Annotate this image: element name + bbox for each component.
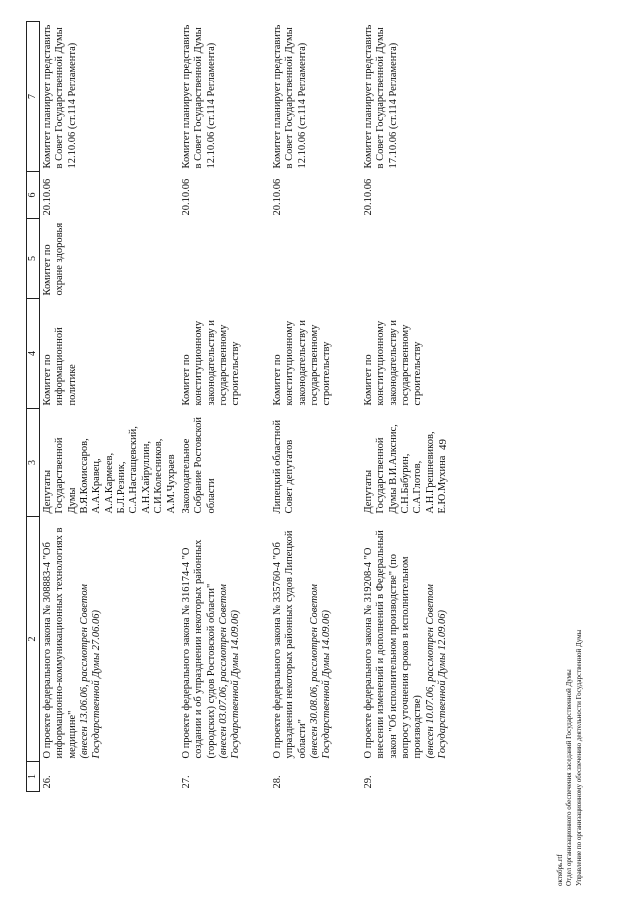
initiator: Законодательное Собрание Ростовской области xyxy=(180,417,217,514)
bill-cell xyxy=(39,517,179,762)
row-number: 28. xyxy=(271,775,283,789)
bill-title: О проекте федерального закона № 316174-4 "О создании и об упразднении некоторых районных (городских) судов Ростовской области" xyxy=(180,539,217,759)
column-number: 6 xyxy=(27,172,40,219)
column-number: 5 xyxy=(27,219,40,299)
column-number: 2 xyxy=(27,517,40,762)
bill-cell xyxy=(179,517,270,762)
bill-title: О проекте федерального закона № 308883-4 "Об информационно-коммуникационных технологиях в медицине" xyxy=(41,527,78,759)
row-number: 26. xyxy=(41,775,53,789)
bill-note: (внесен 30.08.06, рассмотрен Советом Государственной Думы 14.09.06) xyxy=(309,584,333,759)
bill-title: О проекте федерального закона № 335760-4 "Об упразднении некоторых районных судов Липецкой области" xyxy=(271,530,308,759)
bill-note: (внесен 13.06.06, рассмотрен Советом Государственной Думы 27.06.06) xyxy=(78,584,103,759)
deadline-date: 20.10.06 xyxy=(180,178,192,216)
deadline-date: 20.10.06 xyxy=(362,178,374,216)
column-number: 3 xyxy=(27,409,40,517)
column-number: 4 xyxy=(27,299,40,409)
initiator: Липецкий областной Совет депутатов xyxy=(271,419,296,514)
co-committee xyxy=(179,219,270,299)
plan-note: Комитет планирует представить в Совет Государственной Думы 12.10.06 (ст.114 Регламента) xyxy=(180,24,217,169)
initiator: Депутаты Государственной Думы В.Я.Комиссаров, А.А.Кравец, А.А.Кармеев, Б.Л.Резник, С.А.Настащевский, А.Н.Хайруллин, С.И.Колесников, А.М.Чухраев xyxy=(41,426,177,514)
bill-cell xyxy=(361,517,452,762)
footer-department: Отдел организационного обеспечения заседаний Государственной Думы xyxy=(565,669,574,886)
bills-table xyxy=(26,21,452,792)
co-committee xyxy=(270,219,361,299)
table-row xyxy=(179,22,270,792)
footer-directorate: Управление по организационному обеспечению деятельности Государственной Думы xyxy=(574,629,583,886)
responsible-committee: Комитет по конституционному законодательству и государственному строительству xyxy=(271,319,333,406)
plan-note: Комитет планирует представить в Совет Государственной Думы 12.10.06 (ст.114 Регламента) xyxy=(271,24,308,169)
file-name: октябрь.rtf xyxy=(556,854,564,886)
initiator: Депутаты Государственной Думы В.И.Алкснис, С.Н.Бабурин, С.А.Глотов, А.Н.Грешневиков, Е.Ю.Мухина xyxy=(362,424,449,514)
table-row xyxy=(270,22,361,792)
bill-note: (внесен 03.07.06, рассмотрен Советом Государственной Думы 14.09.06) xyxy=(218,584,242,759)
row-number: 29. xyxy=(362,775,374,789)
bill-note: (внесен 10.07.06, рассмотрен Советом Государственной Думы 12.09.06) xyxy=(424,584,449,759)
deadline-date: 20.10.06 xyxy=(271,178,283,216)
table-row xyxy=(39,22,179,792)
page-number: 49 xyxy=(437,439,449,450)
deadline-date: 20.10.06 xyxy=(41,178,53,216)
plan-note: Комитет планирует представить в Совет Государственной Думы 17.10.06 (ст.114 Регламента) xyxy=(362,24,399,169)
responsible-committee: Комитет по информационной политике xyxy=(41,327,78,406)
co-committee: Комитет по охране здоровья xyxy=(41,222,66,296)
responsible-committee: Комитет по конституционному законодательству и государственному строительству xyxy=(362,319,424,406)
row-number: 27. xyxy=(180,775,192,789)
responsible-committee: Комитет по конституционному законодательству и государственному строительству xyxy=(180,319,242,406)
bill-title: О проекте федерального закона № 319208-4 "О внесении изменений и дополнений в Федеральный закон "Об исполнительном производстве" (по вопросу уточнения сроков в исполнительном производстве) xyxy=(362,530,424,759)
column-number: 1 xyxy=(27,762,40,792)
column-number-header xyxy=(27,22,40,792)
bill-cell xyxy=(270,517,361,762)
plan-note: Комитет планирует представить в Совет Государственной Думы 12.10.06 (ст.114 Регламента) xyxy=(41,24,78,169)
document-footer xyxy=(556,630,584,886)
column-number: 7 xyxy=(27,22,40,172)
co-committee xyxy=(361,219,452,299)
table-row xyxy=(361,22,452,792)
